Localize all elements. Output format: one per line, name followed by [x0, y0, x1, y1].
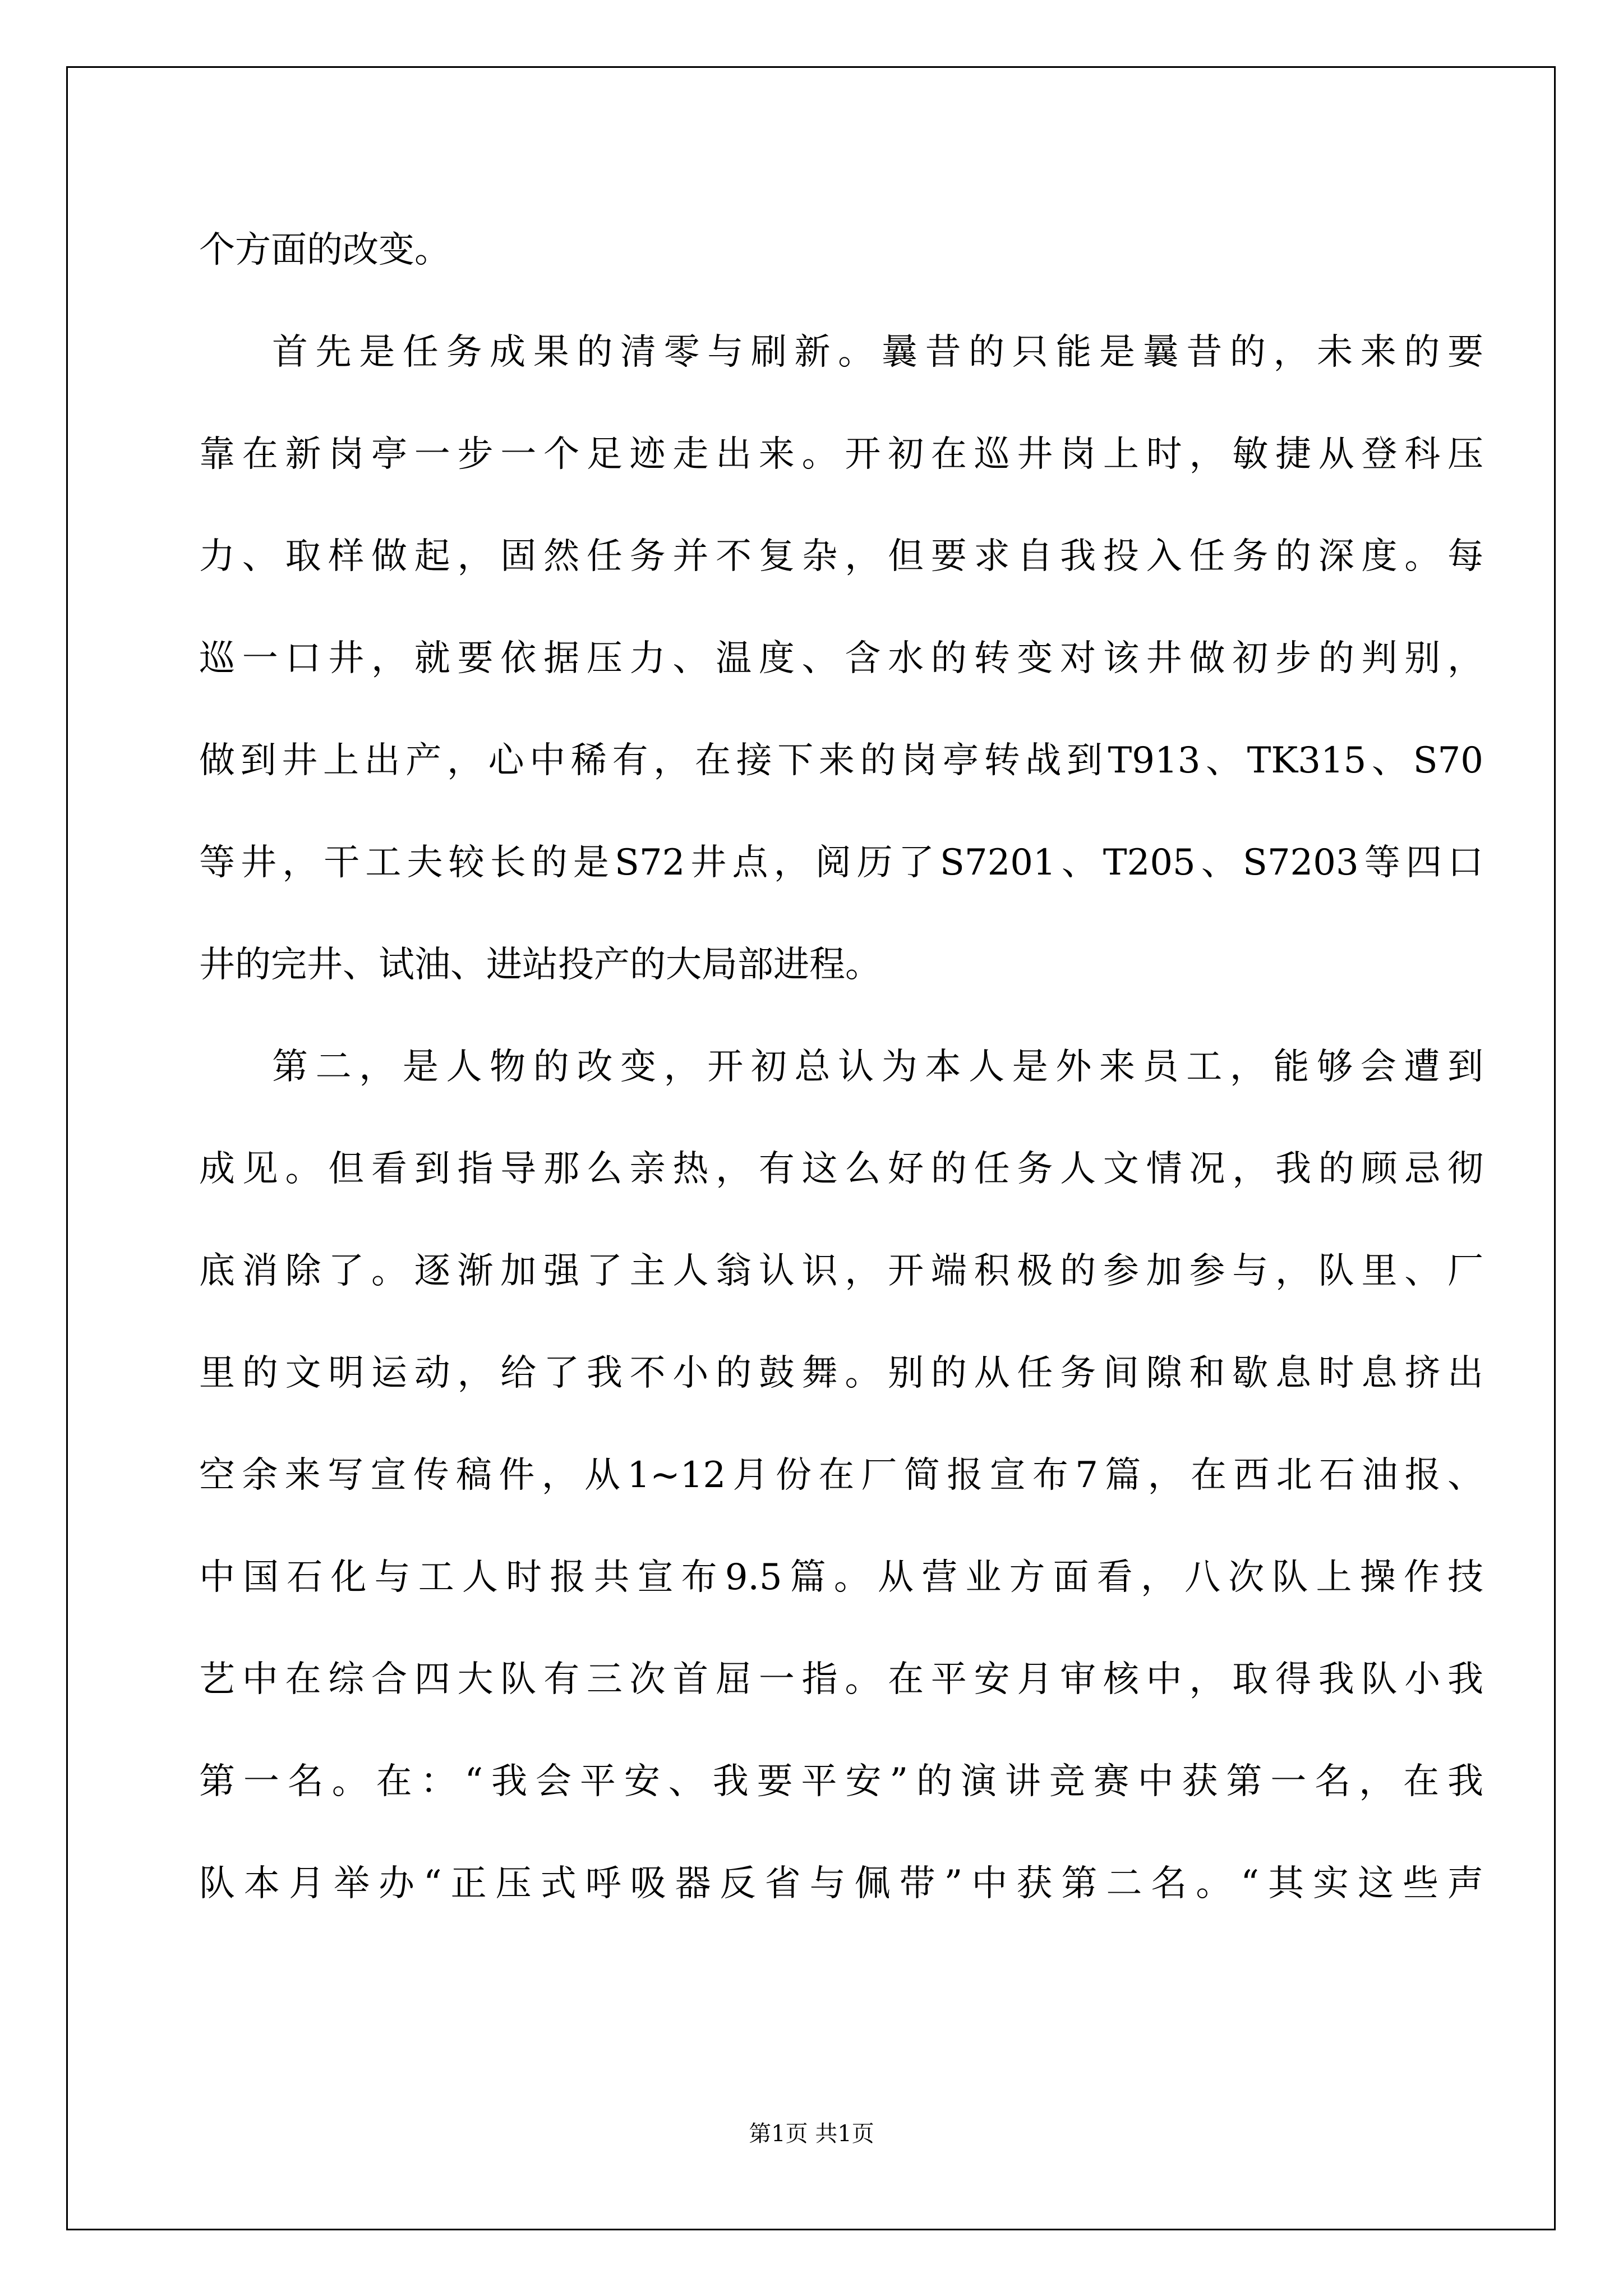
text-line-2: 首先是任务成果的清零与刷新。曩昔的只能是曩昔的，未来的要 — [272, 332, 1483, 373]
text-line-6: 做到井上出产，心中稀有，在接下来的岗亭转战到T913、TK315、S70 — [199, 740, 1483, 781]
text-line-11: 底消除了。逐渐加强了主人翁认识，开端积极的参加参与，队里、厂 — [199, 1250, 1483, 1292]
text-line-12: 里的文明运动，给了我不小的鼓舞。别的从任务间隙和歇息时息挤出 — [199, 1352, 1483, 1394]
page-footer: 第1页 共1页 — [749, 2121, 874, 2147]
text-line-8: 井的完井、试油、进站投产的大局部进程。 — [199, 944, 881, 986]
text-line-17: 队本月举办“正压式呼吸器反省与佩带”中获第二名。“其实这些声 — [199, 1863, 1483, 1904]
text-line-3: 靠在新岗亭一步一个足迹走出来。开初在巡井岗上时，敏捷从登科压 — [199, 434, 1483, 475]
document-body — [199, 199, 1483, 1935]
text-line-9: 第二，是人物的改变，开初总认为本人是外来员工，能够会遭到 — [272, 1046, 1483, 1088]
text-line-1: 个方面的改变。 — [199, 229, 450, 271]
text-line-7: 等井，干工夫较长的是S72井点，阅历了S7201、T205、S7203等四口 — [199, 842, 1483, 884]
text-line-13: 空余来写宣传稿件，从1~12月份在厂简报宣布7篇，在西北石油报、 — [199, 1455, 1483, 1496]
text-line-5: 巡一口井，就要依据压力、温度、含水的转变对该井做初步的判别， — [199, 638, 1483, 679]
text-line-16: 第一名。在：“我会平安、我要平安”的演讲竞赛中获第一名，在我 — [199, 1761, 1483, 1802]
text-line-4: 力、取样做起，固然任务并不复杂，但要求自我投入任务的深度。每 — [199, 536, 1483, 577]
text-line-10: 成见。但看到指导那么亲热，有这么好的任务人文情况，我的顾忌彻 — [199, 1148, 1483, 1190]
text-line-14: 中国石化与工人时报共宣布9.5篇。从营业方面看，八次队上操作技 — [199, 1557, 1483, 1598]
text-line-15: 艺中在综合四大队有三次首屈一指。在平安月审核中，取得我队小我 — [199, 1659, 1483, 1700]
